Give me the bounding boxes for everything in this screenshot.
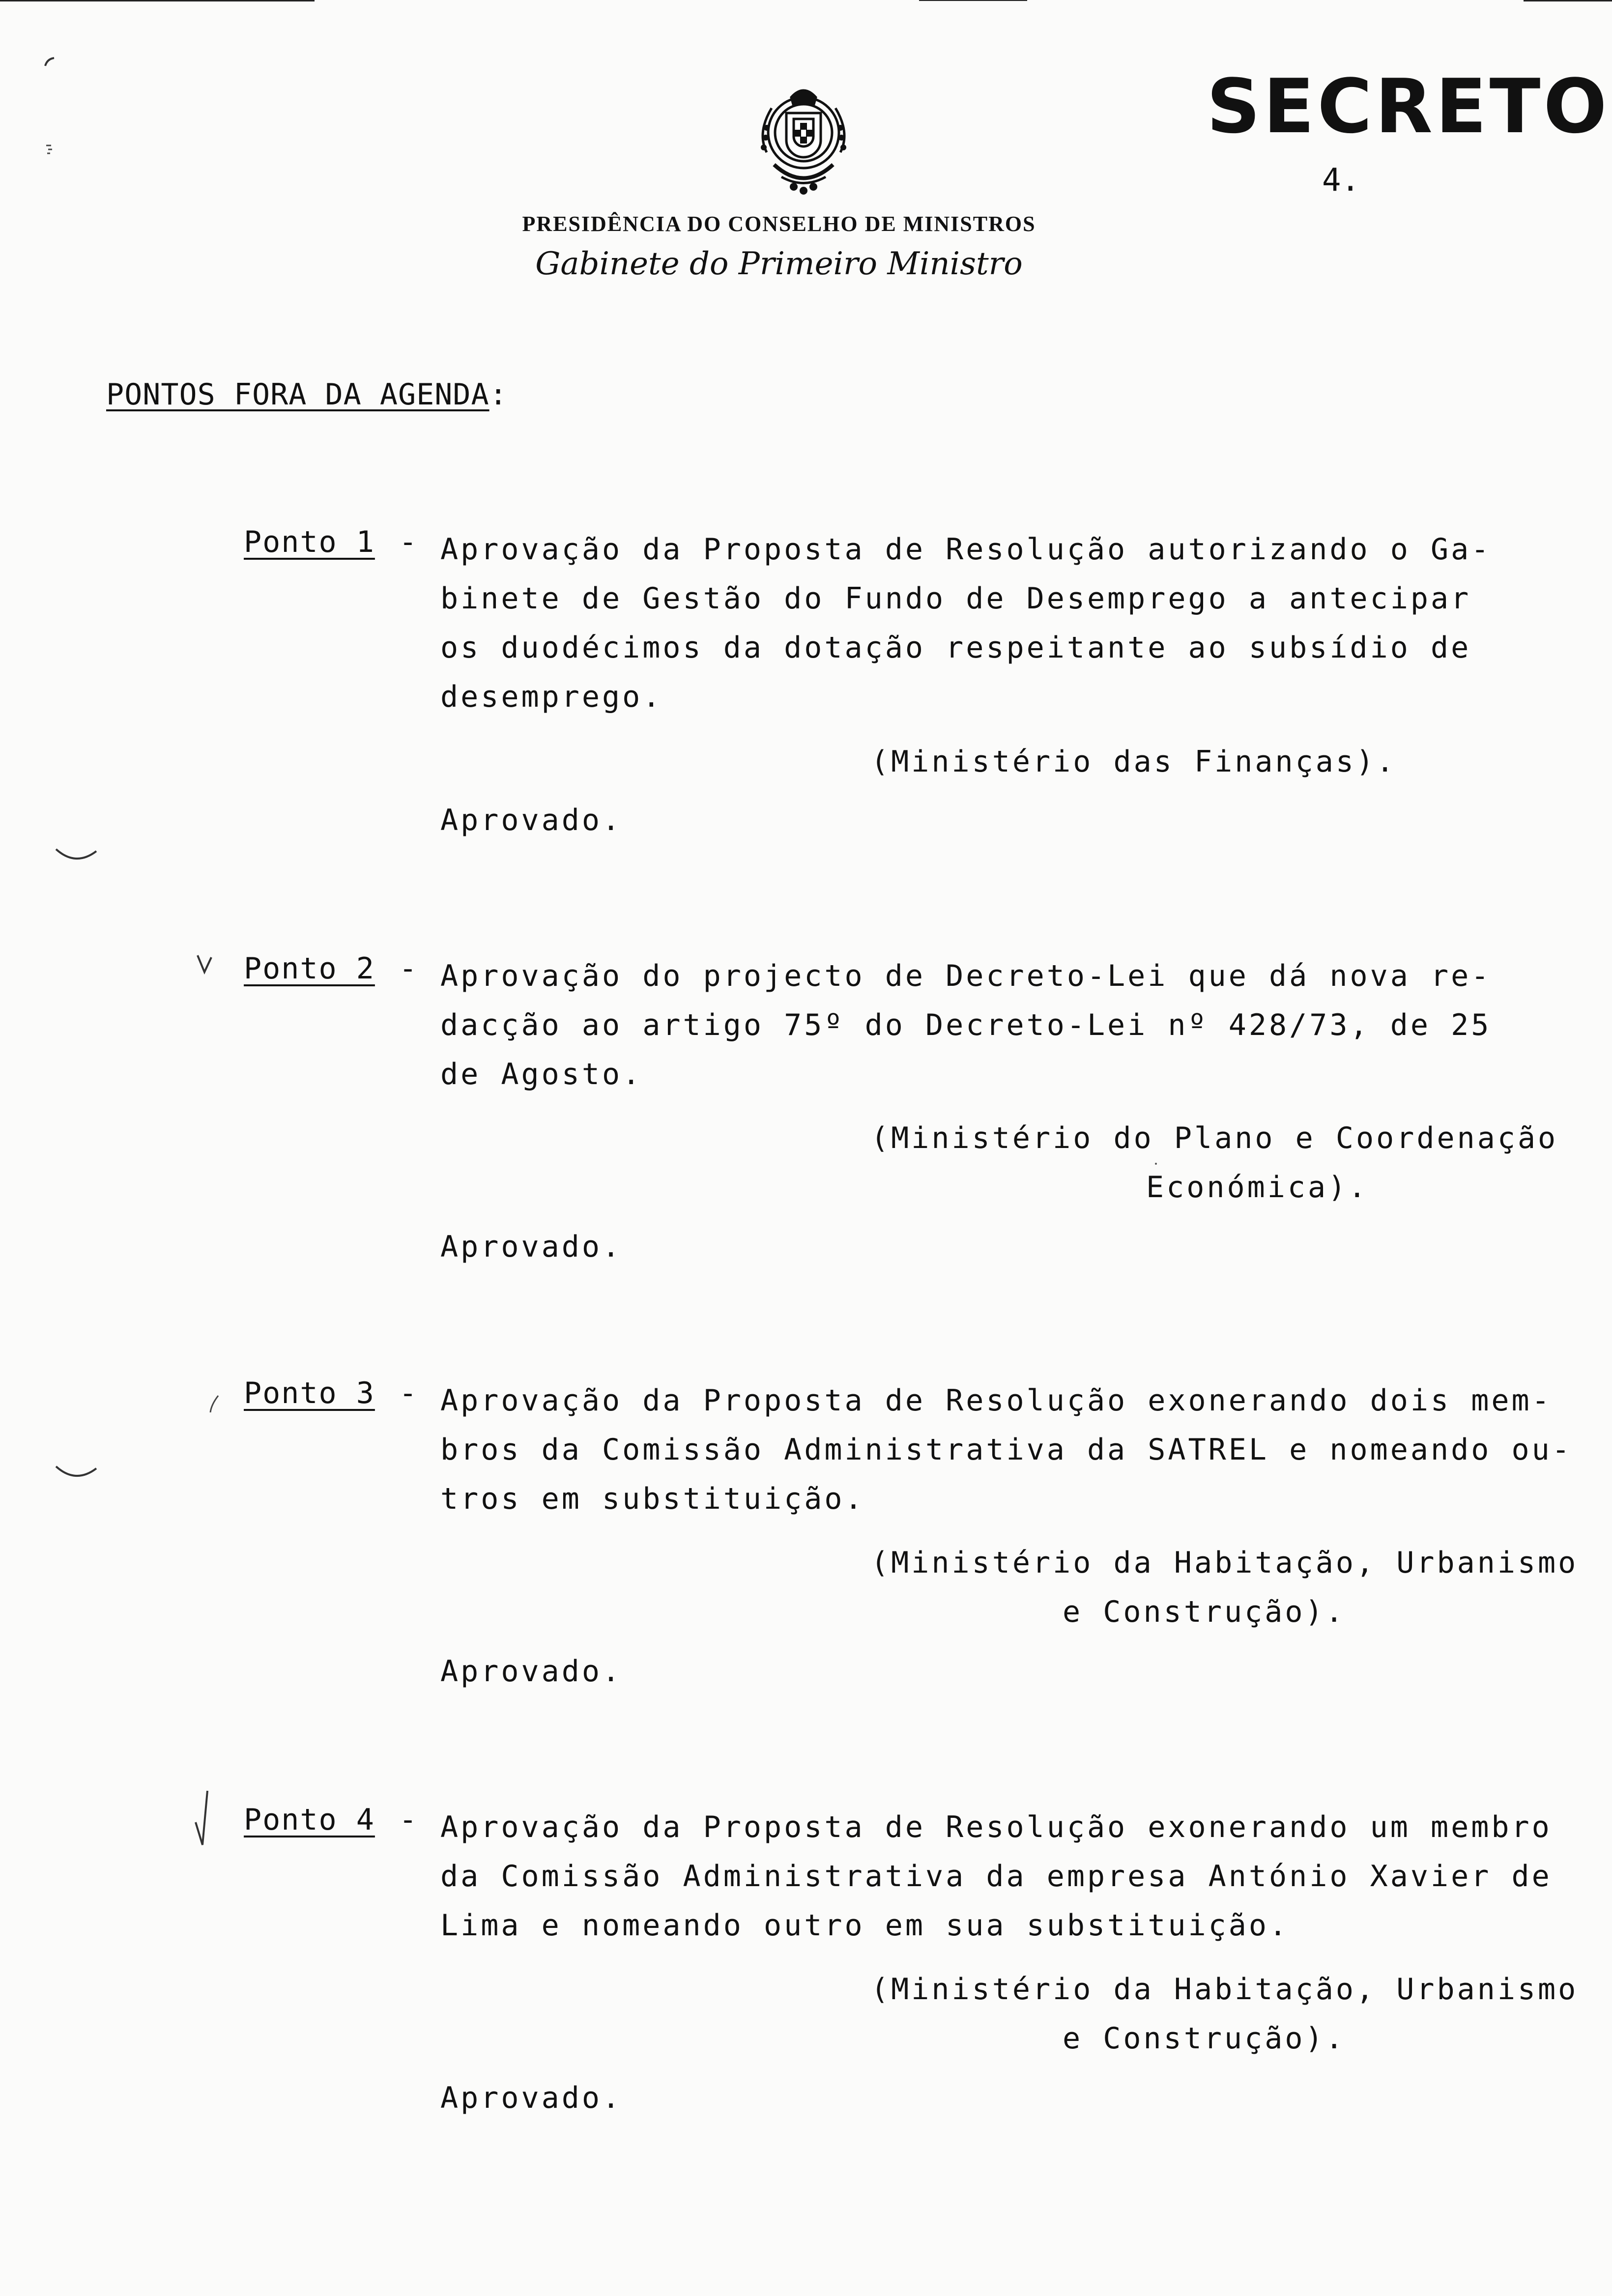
point-label: Ponto 2 (244, 951, 375, 986)
point-separator: - (399, 1803, 417, 1837)
point-ministry (871, 1965, 1578, 2063)
description-line: Aprovação do projecto de Decreto-Lei que dá nova re- (440, 959, 1492, 993)
description-line: da Comissão Administrativa da empresa António Xavier de (440, 1859, 1552, 1894)
description-line: de Agosto. (440, 1057, 643, 1091)
description-line: tros em substituição. (440, 1482, 865, 1516)
letterhead-subtitle: Gabinete do Primeiro Ministro (535, 246, 1023, 282)
point-ministry (871, 1114, 1558, 1212)
description-line: binete de Gestão do Fundo de Desemprego a antecipar (440, 581, 1471, 616)
description-line: desemprego. (440, 680, 663, 714)
ministry-line: (Ministério das Finanças). (871, 745, 1397, 779)
point-ministry (871, 1538, 1578, 1636)
point-label: Ponto 3 (244, 1376, 375, 1410)
point-separator: - (399, 951, 417, 986)
section-heading (106, 377, 508, 412)
top-edge-rule (0, 0, 315, 1)
ministry-line: (Ministério da Habitação, Urbanismo (871, 1546, 1579, 1580)
section-heading-text: PONTOS FORA DA AGENDA (106, 377, 489, 412)
margin-check-mark (54, 1463, 98, 1482)
ministry-line: (Ministério do Plano e Coordenação (871, 1121, 1558, 1155)
page-number: 4. (1322, 162, 1360, 199)
margin-check-mark (195, 952, 214, 977)
point-label: Ponto 4 (244, 1803, 375, 1837)
ministry-line: Económica). (1146, 1170, 1369, 1205)
description-line: Aprovação da Proposta de Resolução exonerando um membro (440, 1810, 1552, 1844)
point-ministry (871, 737, 1396, 786)
description-line: dacção ao artigo 75º do Decreto-Lei nº 428/73, de 25 (440, 1008, 1492, 1042)
margin-tick-mark (1153, 1161, 1159, 1167)
top-edge-rule (919, 0, 1027, 1)
point-description (440, 525, 1491, 721)
ministry-line: (Ministério da Habitação, Urbanismo (871, 1972, 1579, 2007)
description-line: Aprovação da Proposta de Resolução autorizando o Ga- (440, 532, 1492, 567)
classification-stamp: SECRETO (1207, 63, 1610, 150)
ministry-line: e Construção). (1063, 2021, 1346, 2056)
point-description (440, 1376, 1572, 1523)
point-status: Aprovado. (440, 1230, 623, 1264)
margin-check-mark (54, 845, 98, 865)
point-status: Aprovado. (440, 2081, 623, 2115)
margin-check-mark (193, 1788, 217, 1847)
description-line: os duodécimos da dotação respeitante ao subsídio de (440, 631, 1471, 665)
point-label: Ponto 1 (244, 525, 375, 559)
point-description (440, 1803, 1552, 1950)
margin-check-mark (206, 1391, 221, 1415)
margin-tick-mark (44, 143, 54, 157)
letterhead-title: PRESIDÊNCIA DO CONSELHO DE MINISTROS (522, 212, 1036, 236)
description-line: Lima e nomeando outro em sua substituição. (440, 1908, 1290, 1943)
point-separator: - (399, 525, 417, 559)
point-status: Aprovado. (440, 1654, 623, 1689)
section-heading-colon: : (489, 377, 508, 412)
point-description (440, 951, 1491, 1099)
ministry-line: e Construção). (1063, 1595, 1346, 1629)
description-line: Aprovação da Proposta de Resolução exonerando dois mem- (440, 1383, 1552, 1418)
top-edge-rule (1524, 0, 1612, 1)
margin-tick-mark (43, 54, 58, 69)
point-status: Aprovado. (440, 803, 623, 837)
portuguese-coat-of-arms-icon (747, 79, 860, 197)
point-separator: - (399, 1376, 417, 1410)
description-line: bros da Comissão Administrativa da SATREL e nomeando ou- (440, 1433, 1572, 1467)
